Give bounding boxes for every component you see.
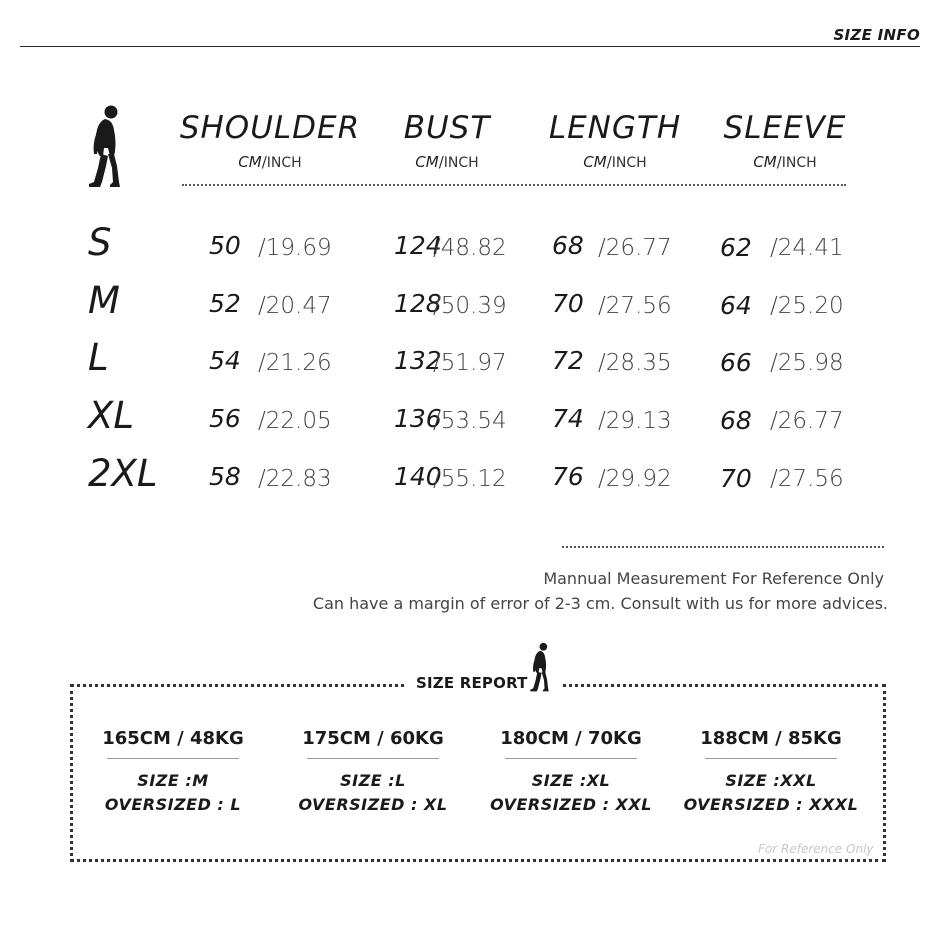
bust-inch-value: /53.54 <box>433 408 507 434</box>
shoulder-cm-value: 58 <box>209 462 241 491</box>
size-label: M <box>88 279 120 322</box>
oversized-size: OVERSIZED : XL <box>298 795 448 814</box>
size-label: XL <box>88 394 134 437</box>
bust-inch-value: /51.97 <box>433 350 507 376</box>
length-inch-value: /27.56 <box>598 293 672 319</box>
measurement-note: Mannual Measurement For Reference Only <box>543 569 884 588</box>
shoulder-inch-value: /20.47 <box>258 293 332 319</box>
entry-underline <box>705 758 837 759</box>
sleeve-cm-value: 66 <box>720 348 752 377</box>
height-weight: 180CM / 70KG <box>500 728 642 749</box>
sleeve-cm-value: 68 <box>720 406 752 435</box>
length-inch-value: /26.77 <box>598 235 672 261</box>
size-report-entry <box>278 728 468 817</box>
column-unit: CM/INCH <box>415 153 479 171</box>
shoulder-inch-value: /22.05 <box>258 408 332 434</box>
shoulder-inch-value: /21.26 <box>258 350 332 376</box>
height-weight: 175CM / 60KG <box>302 728 444 749</box>
length-cm-value: 68 <box>552 231 584 260</box>
sleeve-cm-value: 70 <box>720 464 752 493</box>
column-unit: CM/INCH <box>753 153 817 171</box>
length-inch-value: /28.35 <box>598 350 672 376</box>
sleeve-inch-value: /27.56 <box>770 466 844 492</box>
shoulder-cm-value: 54 <box>209 346 241 375</box>
sleeve-cm-value: 64 <box>720 291 752 320</box>
size-report-entry <box>78 728 268 817</box>
sleeve-inch-value: /24.41 <box>770 235 844 261</box>
shoulder-inch-value: /22.83 <box>258 466 332 492</box>
bust-cm-value: 128 <box>394 289 442 318</box>
size-label: L <box>88 336 109 379</box>
header-divider <box>20 46 920 47</box>
sleeve-inch-value: /26.77 <box>770 408 844 434</box>
recommended-size: SIZE :XXL <box>725 771 817 790</box>
size-report-entry <box>476 728 666 817</box>
shoulder-inch-value: /19.69 <box>258 235 332 261</box>
column-unit: CM/INCH <box>583 153 647 171</box>
header-dotted-divider <box>182 184 846 186</box>
recommended-size: SIZE :XL <box>531 771 611 790</box>
column-title: LENGTH <box>548 110 682 146</box>
standing-person-icon <box>528 642 554 692</box>
sleeve-cm-value: 62 <box>720 233 752 262</box>
oversized-size: OVERSIZED : XXXL <box>683 795 859 814</box>
column-header-sleeve <box>690 110 880 173</box>
bust-cm-value: 132 <box>394 346 442 375</box>
shoulder-cm-value: 50 <box>209 231 241 260</box>
reference-only-label: For Reference Only <box>758 842 874 856</box>
size-label: S <box>88 221 112 264</box>
bust-cm-value: 140 <box>394 462 442 491</box>
size-report-entry <box>676 728 866 817</box>
column-unit: CM/INCH <box>238 153 302 171</box>
error-margin-note: Can have a margin of error of 2-3 cm. Consult with us for more advices. <box>312 594 888 613</box>
bust-inch-value: /50.39 <box>433 293 507 319</box>
recommended-size: SIZE :L <box>340 771 406 790</box>
size-label: 2XL <box>88 452 158 495</box>
length-inch-value: /29.92 <box>598 466 672 492</box>
shoulder-cm-value: 56 <box>209 404 241 433</box>
shoulder-cm-value: 52 <box>209 289 241 318</box>
sleeve-inch-value: /25.20 <box>770 293 844 319</box>
column-header-length <box>520 110 710 173</box>
length-cm-value: 74 <box>552 404 584 433</box>
height-weight: 188CM / 85KG <box>700 728 842 749</box>
length-cm-value: 76 <box>552 462 584 491</box>
height-weight: 165CM / 48KG <box>102 728 244 749</box>
bust-inch-value: /55.12 <box>433 466 507 492</box>
length-inch-value: /29.13 <box>598 408 672 434</box>
length-cm-value: 70 <box>552 289 584 318</box>
column-header-shoulder <box>175 110 365 173</box>
oversized-size: OVERSIZED : L <box>104 795 242 814</box>
note-dotted-divider <box>562 546 884 548</box>
entry-underline <box>505 758 637 759</box>
bust-cm-value: 136 <box>394 404 442 433</box>
sleeve-inch-value: /25.98 <box>770 350 844 376</box>
column-title: SHOULDER <box>179 110 361 146</box>
bust-cm-value: 124 <box>394 231 442 260</box>
size-report-title: SIZE REPORT <box>416 674 528 692</box>
bust-inch-value: /48.82 <box>433 235 507 261</box>
column-title: BUST <box>403 110 491 146</box>
length-cm-value: 72 <box>552 346 584 375</box>
column-title: SLEEVE <box>723 110 847 146</box>
column-header-bust <box>352 110 542 173</box>
entry-underline <box>307 758 439 759</box>
entry-underline <box>107 758 239 759</box>
recommended-size: SIZE :M <box>137 771 209 790</box>
standing-person-icon <box>86 104 128 188</box>
page-title: SIZE INFO <box>833 26 920 44</box>
oversized-size: OVERSIZED : XXL <box>490 795 652 814</box>
